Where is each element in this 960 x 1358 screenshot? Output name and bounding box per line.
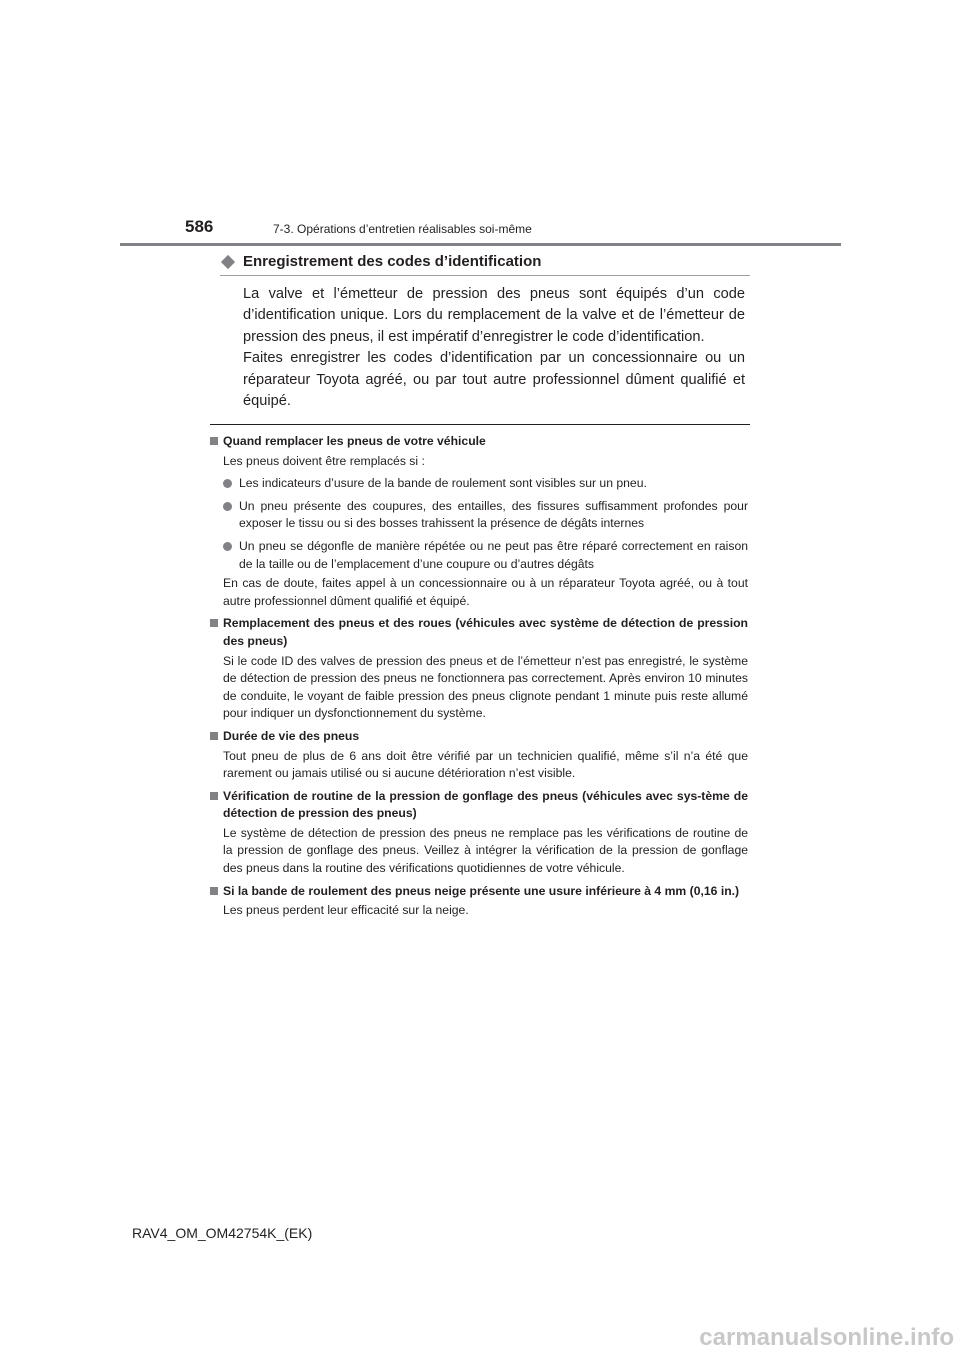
note-tire-lifespan [210,728,748,783]
note-title [210,615,748,650]
notes-section [210,433,748,925]
note-title-text: Si la bande de roulement des pneus neige présente une usure inférieure à 4 mm (0,16 in.) [223,883,740,898]
round-bullet-icon [223,502,232,511]
note-title [210,883,748,901]
list-item-text: Les indicateurs d’usure de la bande de roulement sont visibles sur un pneu. [239,476,647,491]
note-intro: Les pneus doivent être remplacés si : [223,453,425,468]
note-outro: En cas de doute, faites appel à un concessionnaire ou à un réparateur Toyota agréé, ou à tout autre professionnel dûment qualifié et équipé. [223,576,748,608]
list-item [223,475,748,493]
section-heading: 7-3. Opérations d’entretien réalisables soi-même [273,222,532,236]
square-bullet-icon [210,792,218,800]
note-title-text: Quand remplacer les pneus de votre véhicule [223,434,486,448]
list-item [223,538,748,573]
square-bullet-icon [210,437,218,445]
diamond-icon [221,254,235,268]
note-tire-replacement [210,433,748,610]
list-item [223,498,748,533]
square-bullet-icon [210,887,218,895]
header-rule [120,243,841,246]
note-title [210,433,748,451]
note-title [210,728,748,746]
paragraph: Faites enregistrer les codes d’identification par un concessionnaire ou un réparateur Toyota agréé, ou par tout autre professionnel dûment qualifié et équipé. [243,350,745,410]
note-title-text: Durée de vie des pneus [223,728,360,743]
note-pressure-check [210,788,748,878]
note-snow-tires [210,883,748,920]
list-item-text: Un pneu présente des coupures, des entailles, des fissures suffisamment profondes pour exposer le tissu ou si des bosses trahissent la présence de dégâts internes [239,498,748,531]
subsection-title: Enregistrement des codes d’identification [243,253,542,270]
paragraph: La valve et l’émetteur de pression des pneus sont équipés d’un code d’identification unique. Lors du remplacement de la valve et de l’émetteur de pression des pneus, il est impératif d’enregistrer le code d’identification. [243,286,745,345]
document-code: RAV4_OM_OM42754K_(EK) [132,1225,313,1241]
subsection-rule [220,275,750,276]
list-item-text: Un pneu se dégonfle de manière répétée ou ne peut pas être réparé correctement en raison de la taille ou de l’emplacement d’une coupure ou d’autres dégâts [239,538,748,571]
note-body: Tout pneu de plus de 6 ans doit être vérifié par un technicien qualifié, même s’il n’a été que rarement ou jamais utilisé ou si aucune détérioration n’est visible. [223,748,748,781]
page-number: 586 [185,217,214,236]
watermark: carmanualsonline.info [699,1324,954,1351]
note-title [210,788,748,823]
note-body: Les pneus perdent leur efficacité sur la neige. [223,903,469,918]
subsection-heading [220,253,750,270]
note-body: Si le code ID des valves de pression des pneus et de l’émetteur n’est pas enregistré, le système de détection de pression des pneus ne fonctionnera pas correctement. Après environ 10 minutes de conduite, le voyant de faible pression des pneus clignote pendant 1 minute puis reste allumé pour indiquer un dysfonctionnement du système. [223,653,748,721]
note-body: Le système de détection de pression des pneus ne remplace pas les vérifications de routine de la pression de gonflage des pneus. Veillez à intégrer la vérification de la pression de gonflage des pneus dans la routine des vérifications quotidiennes de votre véhicule. [223,825,748,876]
square-bullet-icon [210,619,218,627]
round-bullet-icon [223,479,232,488]
note-title-text: Vérification de routine de la pression de gonflage des pneus (véhicules avec sys-tème de détection de pression des pneus) [223,788,748,821]
subsection-body [243,284,745,412]
round-bullet-icon [223,542,232,551]
note-title-text: Remplacement des pneus et des roues (véhicules avec système de détection de pression des pneus) [223,616,748,648]
note-tire-wheel-replacement [210,615,748,723]
notes-divider [210,424,750,425]
square-bullet-icon [210,732,218,740]
